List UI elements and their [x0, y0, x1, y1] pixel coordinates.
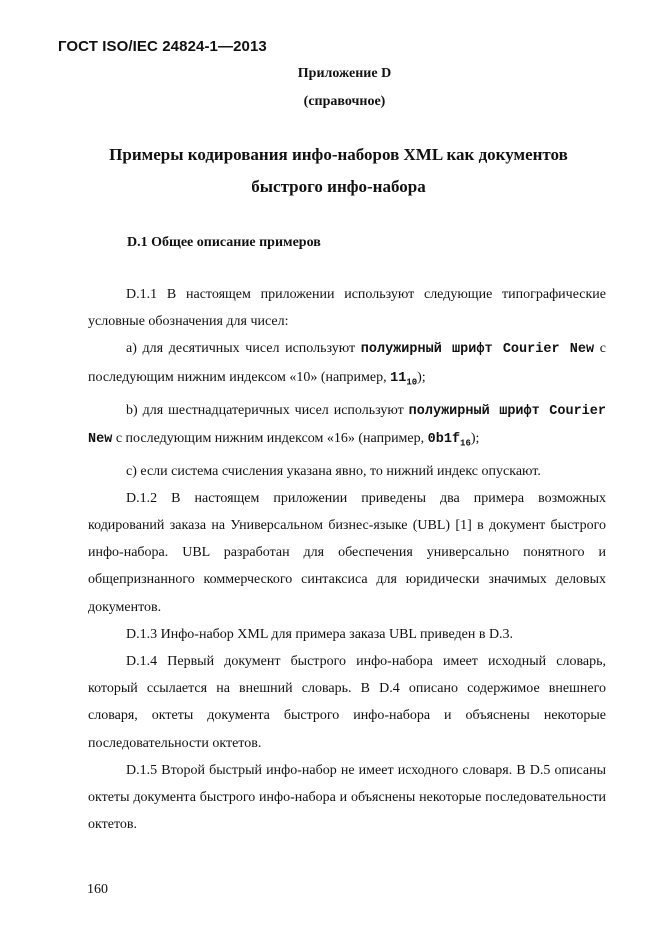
- item-a-example: [390, 371, 417, 386]
- section-heading: D.1 Общее описание примеров: [127, 235, 321, 250]
- paragraph-item-c: с) если система счисления указана явно, то нижний индекс опускают.: [126, 463, 541, 479]
- item-a-text-mid: с последующим нижним индексом «10» (например,: [88, 341, 607, 385]
- item-a-example-value: 11: [390, 370, 407, 386]
- paragraph-d-1-4: D.1.4 Первый документ быстрого инфо-набора имеет исходный словарь, который ссылается на внешний словарь. В D.4 описано содержимое внешнего словаря, октеты документа быстрого инфо-набора и объяснены некоторые последовательности октетов.: [88, 654, 606, 751]
- appendix-title-line2: быстрого инфо-набора: [251, 177, 426, 196]
- item-a-text: а) для десятичных чисел используют: [126, 341, 361, 357]
- body-text: [88, 281, 606, 838]
- paragraph-item-b: [88, 397, 606, 458]
- item-b-example: [428, 432, 471, 447]
- page-number: 160: [87, 882, 108, 897]
- document-header: ГОСТ ISO/IEC 24824-1—2013: [58, 38, 267, 55]
- item-b-text-mid: с последующим нижним индексом «16» (например,: [112, 430, 428, 446]
- paragraph-d-1-1: D.1.1 В настоящем приложении используют следующие типографические условные обозначения для чисел:: [88, 287, 606, 330]
- paragraph-d-1-5: D.1.5 Второй быстрый инфо-набор не имеет исходного словаря. В D.5 описаны октеты документа быстрого инфо-набора и объяснены некоторые последовательности октетов.: [88, 762, 606, 833]
- paragraph-item-a: [88, 335, 606, 396]
- item-b-example-subscript: 16: [460, 438, 471, 449]
- appendix-title-line1: Примеры кодирования инфо-наборов XML как документов: [109, 145, 568, 164]
- paragraph-d-1-3: D.1.3 Инфо-набор XML для примера заказа UBL приведен в D.3.: [126, 626, 514, 642]
- paragraph-d-1-2: D.1.2 В настоящем приложении приведены два примера возможных кодирований заказа на Универсальном бизнес-языке (UBL) [1] в документ быстрого инфо-набора. UBL разработан для обеспечения универсально понятного и общепризнанного коммерческого синтаксиса для юридически значимых деловых документов.: [88, 490, 606, 615]
- item-b-font-name: полужирный шрифт Courier New: [88, 403, 606, 447]
- item-b-text-end: );: [470, 430, 480, 446]
- appendix-reference: (справочное): [303, 94, 386, 109]
- item-a-example-subscript: 10: [406, 377, 418, 388]
- item-a-font-name: полужирный шрифт Courier New: [360, 342, 595, 358]
- item-b-example-value: 0b1f: [427, 431, 461, 447]
- appendix-label: Приложение D: [297, 66, 392, 81]
- item-a-text-end: );: [417, 369, 426, 385]
- item-b-text: b) для шестнадцатеричных чисел используют: [126, 402, 409, 418]
